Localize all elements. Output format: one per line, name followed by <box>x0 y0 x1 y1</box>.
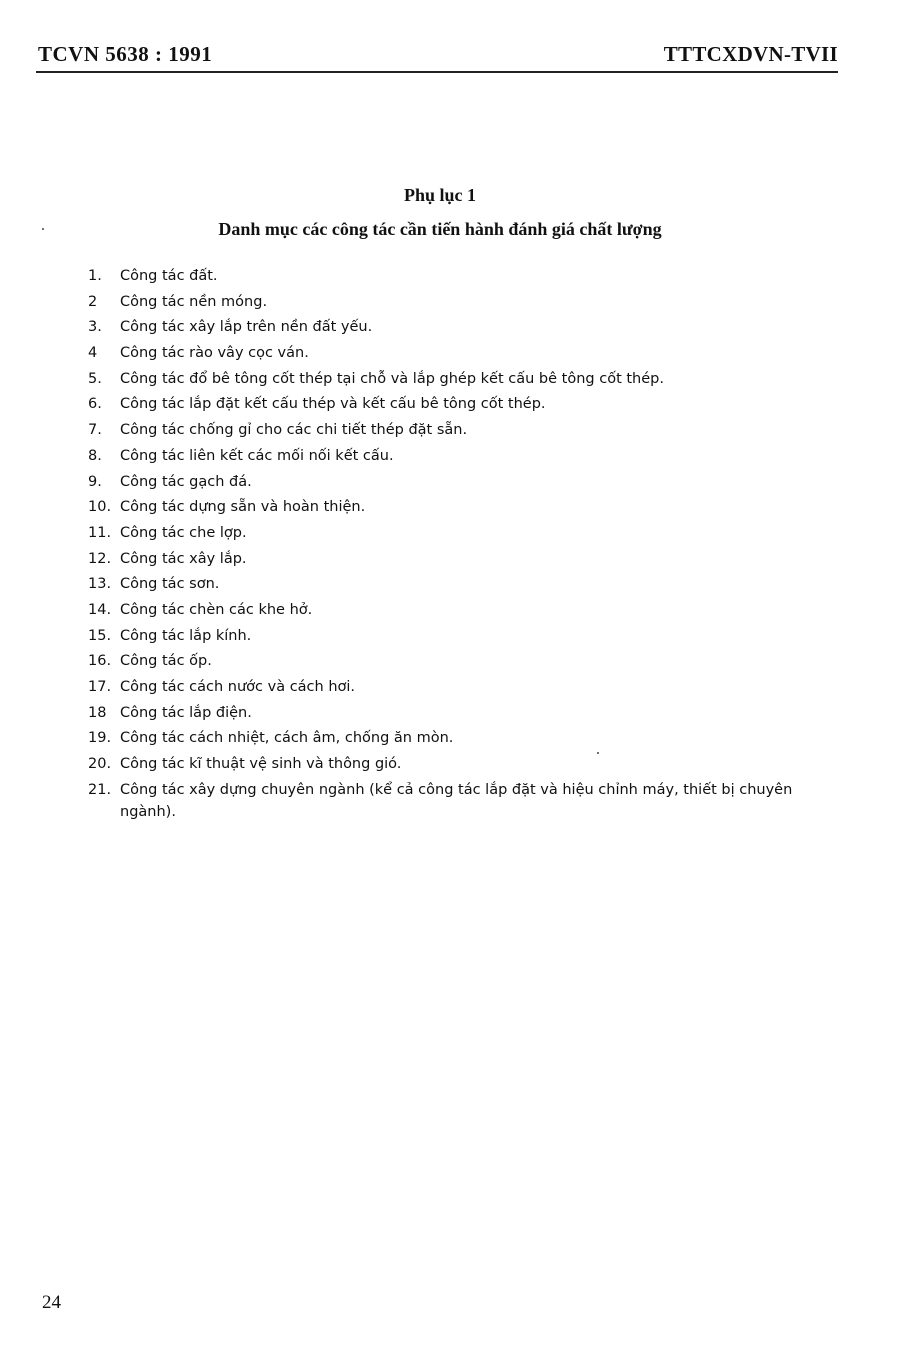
item-number: 3. <box>88 319 102 336</box>
page-number: 24 <box>42 1292 61 1313</box>
item-text: Công tác đổ bê tông cốt thép tại chỗ và lắp ghép kết cấu bê tông cốt thép. <box>120 370 664 387</box>
item-text: Công tác xây dựng chuyên ngành (kể cả công tác lắp đặt và hiệu chỉnh máy, thiết bị chuyên ngành). <box>120 781 793 820</box>
item-number: 2 <box>88 293 98 310</box>
item-number: 1. <box>88 268 102 284</box>
item-text: Công tác cách nước và cách hơi. <box>120 679 356 695</box>
scan-speck <box>42 228 44 230</box>
list-item <box>88 393 848 419</box>
list-item <box>88 522 848 548</box>
item-number: 8. <box>88 447 102 464</box>
item-number: 14. <box>88 601 112 618</box>
list-item <box>88 316 848 342</box>
list-item <box>88 445 848 471</box>
list-item <box>88 779 848 823</box>
header-divider <box>36 71 838 73</box>
item-text: Công tác xây lắp. <box>120 550 247 567</box>
item-number: 6. <box>88 396 102 413</box>
list-item <box>88 548 848 574</box>
item-number: 20. <box>88 756 112 773</box>
list-item <box>88 625 848 651</box>
list-item <box>88 676 848 702</box>
item-number: 7. <box>88 422 102 439</box>
item-text: Công tác đất. <box>120 268 218 284</box>
item-number: 13. <box>88 576 112 593</box>
item-number: 10. <box>88 499 112 516</box>
list-item <box>88 753 848 779</box>
list-item <box>88 471 848 497</box>
list-item <box>88 265 848 291</box>
item-number: 16. <box>88 653 112 670</box>
item-number: 5. <box>88 370 102 387</box>
appendix-subtitle: Danh mục các công tác cần tiến hành đánh giá chất lượng <box>218 219 662 239</box>
item-number: 11. <box>88 524 112 541</box>
item-text: Công tác chèn các khe hở. <box>120 601 313 618</box>
item-text: Công tác rào vây cọc ván. <box>120 345 309 362</box>
item-text: Công tác che lợp. <box>120 524 247 541</box>
list-item <box>88 419 848 445</box>
item-number: 17. <box>88 679 112 695</box>
item-text: Công tác cách nhiệt, cách âm, chống ăn mòn. <box>120 730 454 747</box>
scan-speck <box>597 752 599 754</box>
list-item <box>88 650 848 676</box>
item-number: 4 <box>88 345 98 362</box>
item-text: Công tác xây lắp trên nền đất yếu. <box>120 319 373 336</box>
list-item <box>88 599 848 625</box>
item-text: Công tác chống gỉ cho các chi tiết thép đặt sẵn. <box>120 422 468 439</box>
list-item <box>88 291 848 317</box>
item-text: Công tác sơn. <box>120 576 220 593</box>
list-item <box>88 496 848 522</box>
item-text: Công tác lắp điện. <box>120 704 252 721</box>
item-number: 15. <box>88 627 112 644</box>
item-text: Công tác ốp. <box>120 653 212 670</box>
item-text: Công tác nền móng. <box>120 293 268 310</box>
item-number: 18 <box>88 704 107 721</box>
list-item <box>88 573 848 599</box>
list-item <box>88 727 848 753</box>
list-item <box>88 368 848 394</box>
work-items-list <box>88 265 848 823</box>
item-number: 12. <box>88 550 112 567</box>
item-number: 9. <box>88 473 102 490</box>
list-item <box>88 702 848 728</box>
item-number: 19. <box>88 730 112 747</box>
appendix-title: Phụ lục 1 <box>403 185 477 205</box>
item-text: Công tác kĩ thuật vệ sinh và thông gió. <box>120 756 402 773</box>
item-text: Công tác lắp đặt kết cấu thép và kết cấu bê tông cốt thép. <box>120 396 546 413</box>
document-code: TCVN 5638 : 1991 <box>38 42 213 66</box>
item-number: 21. <box>88 781 112 798</box>
item-text: Công tác liên kết các mối nối kết cấu. <box>120 447 394 464</box>
list-item <box>88 342 848 368</box>
publisher-code: TTTCXDVN-TVII <box>663 42 838 66</box>
item-text: Công tác lắp kính. <box>120 627 252 644</box>
item-text: Công tác dựng sẵn và hoàn thiện. <box>120 499 366 516</box>
item-text: Công tác gạch đá. <box>120 473 252 490</box>
